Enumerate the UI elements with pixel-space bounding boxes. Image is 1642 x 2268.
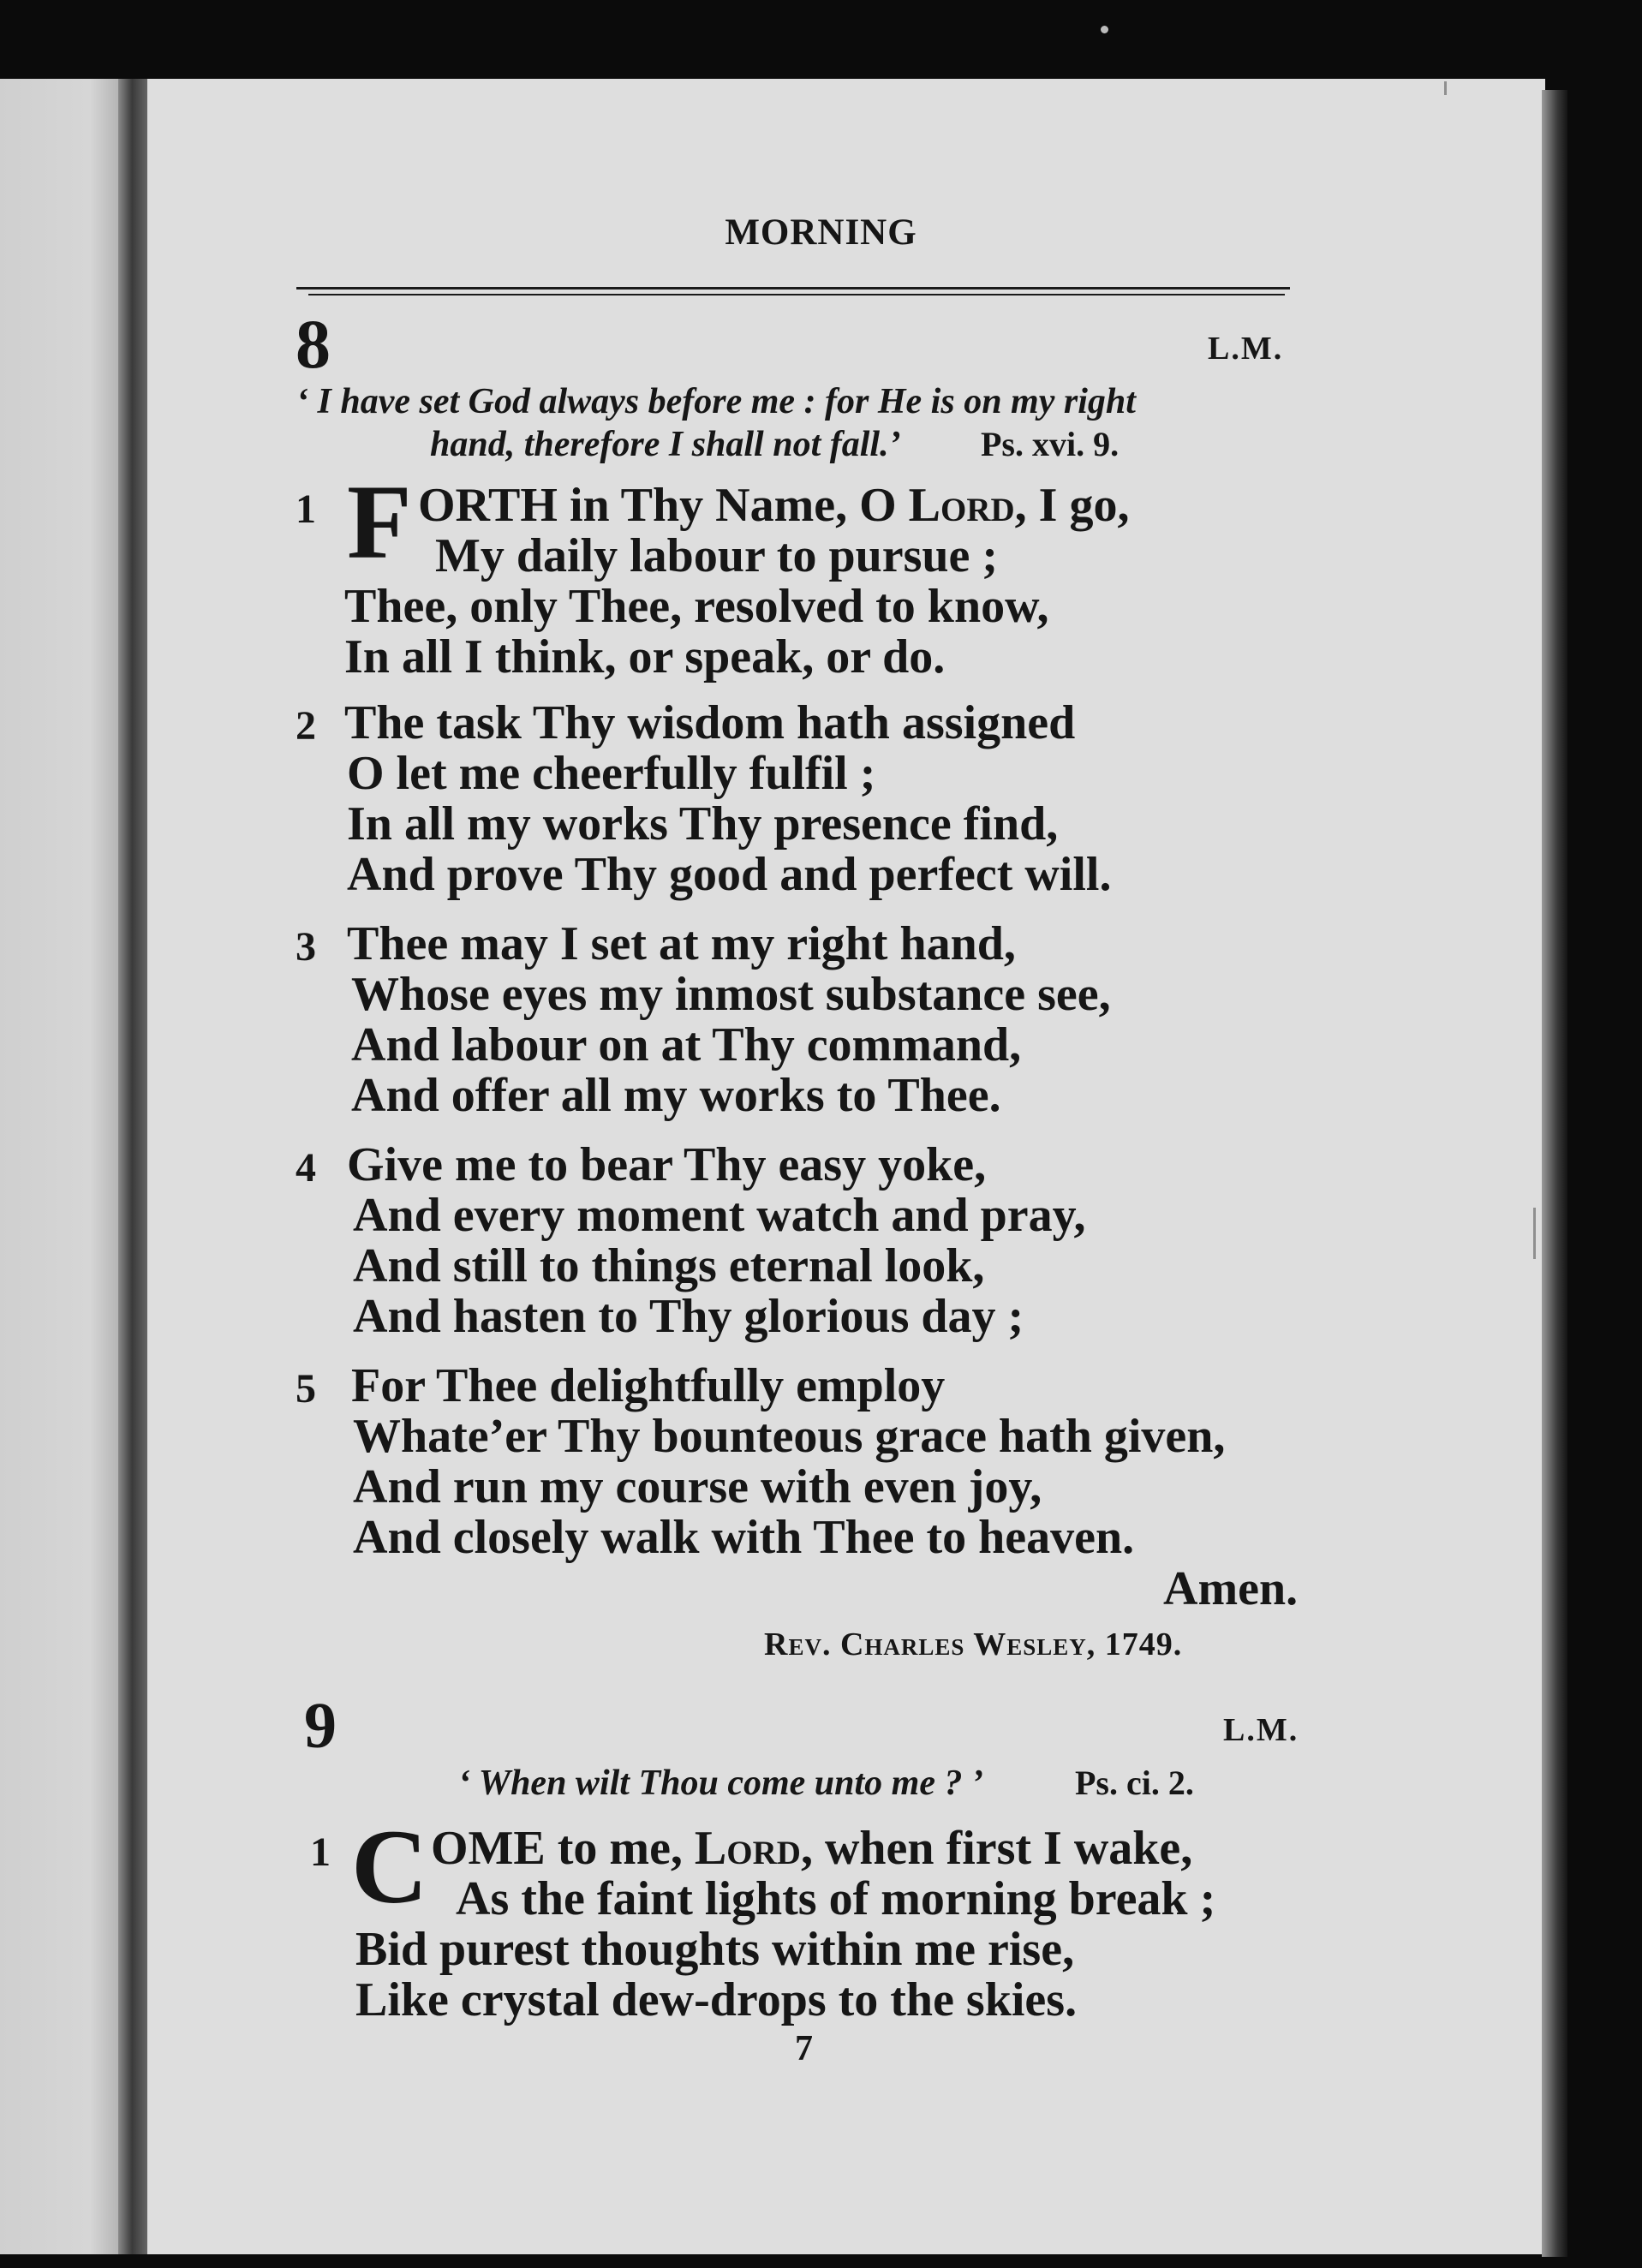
verse-line: ORTH in Thy Name, O Lord, I go, [418, 479, 1130, 532]
verse-line: Give me to bear Thy easy yoke, [347, 1138, 987, 1191]
book-gutter [118, 79, 149, 2254]
verse-number: 3 [296, 924, 316, 970]
verse-line: In all my works Thy presence find, [347, 797, 1059, 850]
facing-page-edge [0, 79, 128, 2254]
verse-line: My daily labour to pursue ; [435, 529, 999, 582]
scan-speck [1101, 26, 1108, 33]
verse-number: 1 [310, 1829, 331, 1875]
verse-line: And offer all my works to Thee. [351, 1069, 1001, 1122]
hymn-meter: L.M. [1223, 1712, 1299, 1748]
hymn-number: 9 [304, 1690, 337, 1762]
verse-number: 4 [296, 1145, 316, 1191]
drop-capital: C [351, 1808, 428, 1925]
verse-number: 2 [296, 703, 316, 749]
verse-line: OME to me, Lord, when first I wake, [431, 1822, 1193, 1875]
verse-number: 1 [296, 486, 316, 532]
page-number: 7 [795, 2029, 813, 2068]
verse-line: Bid purest thoughts within me rise, [355, 1923, 1075, 1976]
verse-line: Whate’er Thy bounteous grace hath given, [353, 1410, 1226, 1463]
hymn-meter: L.M. [1208, 331, 1284, 367]
verse-line: For Thee delightfully employ [351, 1359, 946, 1412]
verse-line: Thee may I set at my right hand, [347, 917, 1016, 970]
verse-line: And labour on at Thy command, [351, 1018, 1022, 1071]
verse-line: And prove Thy good and perfect will. [347, 848, 1112, 901]
verse-line: Thee, only Thee, resolved to know, [344, 580, 1049, 633]
running-head: MORNING [725, 212, 917, 253]
verse-number: 5 [296, 1366, 316, 1412]
verse-line: O let me cheerfully fulfil ; [347, 747, 876, 800]
verse-line: And every moment watch and pray, [353, 1189, 1086, 1242]
header-rule [296, 287, 1290, 289]
page-edge-shadow [1542, 90, 1567, 2257]
verse-line: And run my course with even joy, [353, 1460, 1042, 1513]
amen: Amen. [1163, 1562, 1299, 1615]
verse-line: And still to things eternal look, [353, 1239, 985, 1292]
drop-capital: F [347, 463, 412, 581]
verse-line: In all I think, or speak, or do. [344, 630, 946, 683]
hymn-epigraph: hand, therefore I shall not fall.’ [430, 425, 901, 464]
verse-line: The task Thy wisdom hath assigned [344, 696, 1076, 749]
verse-line: As the faint lights of morning break ; [456, 1872, 1216, 1925]
scan-mark [1444, 81, 1447, 95]
hymn-scripture-ref: Ps. ci. 2. [1075, 1764, 1194, 1802]
hymn-author: Rev. Charles Wesley, 1749. [764, 1626, 1183, 1662]
verse-line: Like crystal dew-drops to the skies. [355, 1973, 1078, 2026]
hymn-epigraph: ‘ When wilt Thou come unto me ? ’ [458, 1764, 983, 1803]
scan-mark [1533, 1208, 1536, 1259]
header-rule-thin [308, 294, 1285, 295]
hymn-number: 8 [296, 305, 331, 383]
verse-line: And closely walk with Thee to heaven. [353, 1511, 1135, 1564]
hymn-epigraph: ‘ I have set God always before me : for He is on my right [296, 382, 1136, 421]
verse-line: And hasten to Thy glorious day ; [353, 1290, 1024, 1343]
hymn-scripture-ref: Ps. xvi. 9. [981, 425, 1120, 463]
verse-line: Whose eyes my inmost substance see, [351, 968, 1111, 1021]
